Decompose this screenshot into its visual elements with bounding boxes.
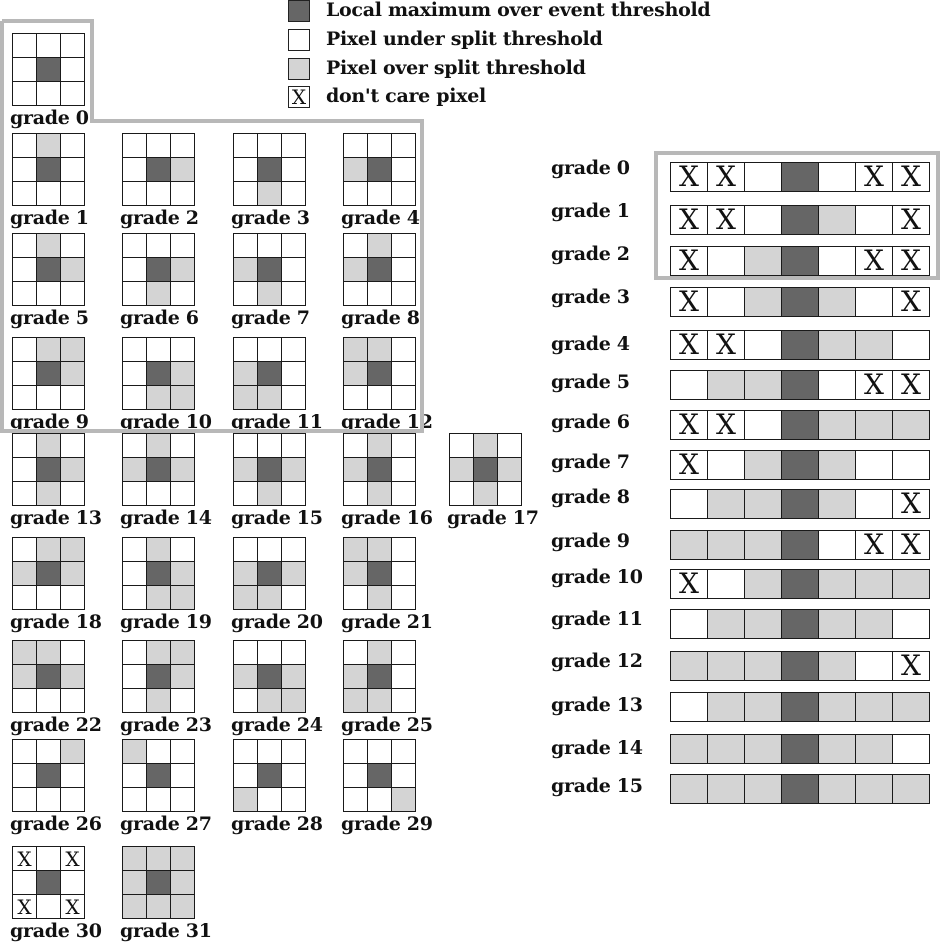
grade-label: grade 7 bbox=[231, 307, 310, 329]
grade-label: grade 0 bbox=[10, 107, 89, 129]
grade-label: grade 11 bbox=[231, 411, 323, 433]
strip-cell-x: X bbox=[855, 162, 893, 192]
strip-cell-x: X bbox=[892, 287, 930, 317]
grade-label: grade 2 bbox=[120, 207, 199, 229]
strip-cell-x: X bbox=[707, 162, 745, 192]
strip-cell-x: X bbox=[892, 246, 930, 276]
grade-label: grade 6 bbox=[120, 307, 199, 329]
strip-label: grade 8 bbox=[551, 486, 630, 508]
strip-label: grade 7 bbox=[551, 451, 630, 473]
strip-label: grade 5 bbox=[551, 371, 630, 393]
strip-label: grade 3 bbox=[551, 286, 630, 308]
grade-label: grade 30 bbox=[10, 920, 102, 942]
strip-label: grade 12 bbox=[551, 650, 643, 672]
strip-label: grade 4 bbox=[551, 333, 630, 355]
pixel-cell-x: X bbox=[60, 846, 85, 871]
strip-cell-x: X bbox=[670, 410, 708, 440]
grade-label: grade 21 bbox=[341, 611, 433, 633]
grade-label: grade 24 bbox=[231, 714, 323, 736]
grade-label: grade 22 bbox=[10, 714, 102, 736]
strip-cell-x: X bbox=[892, 205, 930, 235]
grade-label: grade 17 bbox=[447, 507, 539, 529]
strip-cell-x: X bbox=[707, 205, 745, 235]
strip-label: grade 10 bbox=[551, 566, 643, 588]
pixel-cell-x: X bbox=[12, 894, 37, 919]
grade-label: grade 12 bbox=[341, 411, 433, 433]
legend-label-center: Local maximum over event threshold bbox=[326, 0, 711, 21]
accepted-grades-frame-1x7 bbox=[656, 153, 938, 278]
grade-label: grade 4 bbox=[341, 207, 420, 229]
legend-label-over: Pixel over split threshold bbox=[326, 57, 586, 79]
strip-label: grade 6 bbox=[551, 411, 630, 433]
grade-label: grade 13 bbox=[10, 507, 102, 529]
strip-cell-x: X bbox=[707, 410, 745, 440]
legend-label-under: Pixel under split threshold bbox=[326, 28, 603, 50]
grade-label: grade 14 bbox=[120, 507, 212, 529]
grade-label: grade 26 bbox=[10, 813, 102, 835]
strip-label: grade 13 bbox=[551, 694, 643, 716]
legend-label-x: don't care pixel bbox=[326, 85, 486, 107]
grade-label: grade 28 bbox=[231, 813, 323, 835]
strip-cell-x: X bbox=[892, 651, 930, 681]
strip-cell-x: X bbox=[670, 569, 708, 599]
strip-label: grade 0 bbox=[551, 157, 630, 179]
grade-label: grade 25 bbox=[341, 714, 433, 736]
strip-cell-x: X bbox=[892, 370, 930, 400]
pixel-cell-x: X bbox=[60, 894, 85, 919]
pixel-cell-x: X bbox=[12, 846, 37, 871]
grade-label: grade 31 bbox=[120, 920, 212, 942]
strip-cell-x: X bbox=[892, 489, 930, 519]
strip-cell-x: X bbox=[670, 450, 708, 480]
strip-cell-x: X bbox=[670, 287, 708, 317]
strip-cell-x: X bbox=[892, 530, 930, 560]
strip-cell-x: X bbox=[855, 370, 893, 400]
strip-label: grade 1 bbox=[551, 200, 630, 222]
accepted-grades-frame-3x3 bbox=[2, 21, 422, 431]
strip-cell-x: X bbox=[670, 330, 708, 360]
strip-label: grade 2 bbox=[551, 243, 630, 265]
strip-cell-x: X bbox=[892, 162, 930, 192]
grade-label: grade 1 bbox=[10, 207, 89, 229]
grade-label: grade 23 bbox=[120, 714, 212, 736]
grade-label: grade 16 bbox=[341, 507, 433, 529]
strip-cell-x: X bbox=[670, 246, 708, 276]
strip-label: grade 11 bbox=[551, 608, 643, 630]
grade-label: grade 10 bbox=[120, 411, 212, 433]
grade-label: grade 3 bbox=[231, 207, 310, 229]
legend-swatch-x: X bbox=[288, 86, 310, 108]
grade-label: grade 29 bbox=[341, 813, 433, 835]
grade-label: grade 19 bbox=[120, 611, 212, 633]
grade-label: grade 8 bbox=[341, 307, 420, 329]
strip-label: grade 14 bbox=[551, 737, 643, 759]
grade-label: grade 5 bbox=[10, 307, 89, 329]
strip-cell-x: X bbox=[670, 162, 708, 192]
grade-label: grade 27 bbox=[120, 813, 212, 835]
strip-cell-x: X bbox=[855, 530, 893, 560]
strip-label: grade 9 bbox=[551, 530, 630, 552]
strip-cell-x: X bbox=[855, 246, 893, 276]
grade-label: grade 15 bbox=[231, 507, 323, 529]
strip-cell-x: X bbox=[707, 330, 745, 360]
grade-label: grade 18 bbox=[10, 611, 102, 633]
grade-label: grade 9 bbox=[10, 411, 89, 433]
strip-label: grade 15 bbox=[551, 775, 643, 797]
grade-label: grade 20 bbox=[231, 611, 323, 633]
strip-cell-x: X bbox=[670, 205, 708, 235]
